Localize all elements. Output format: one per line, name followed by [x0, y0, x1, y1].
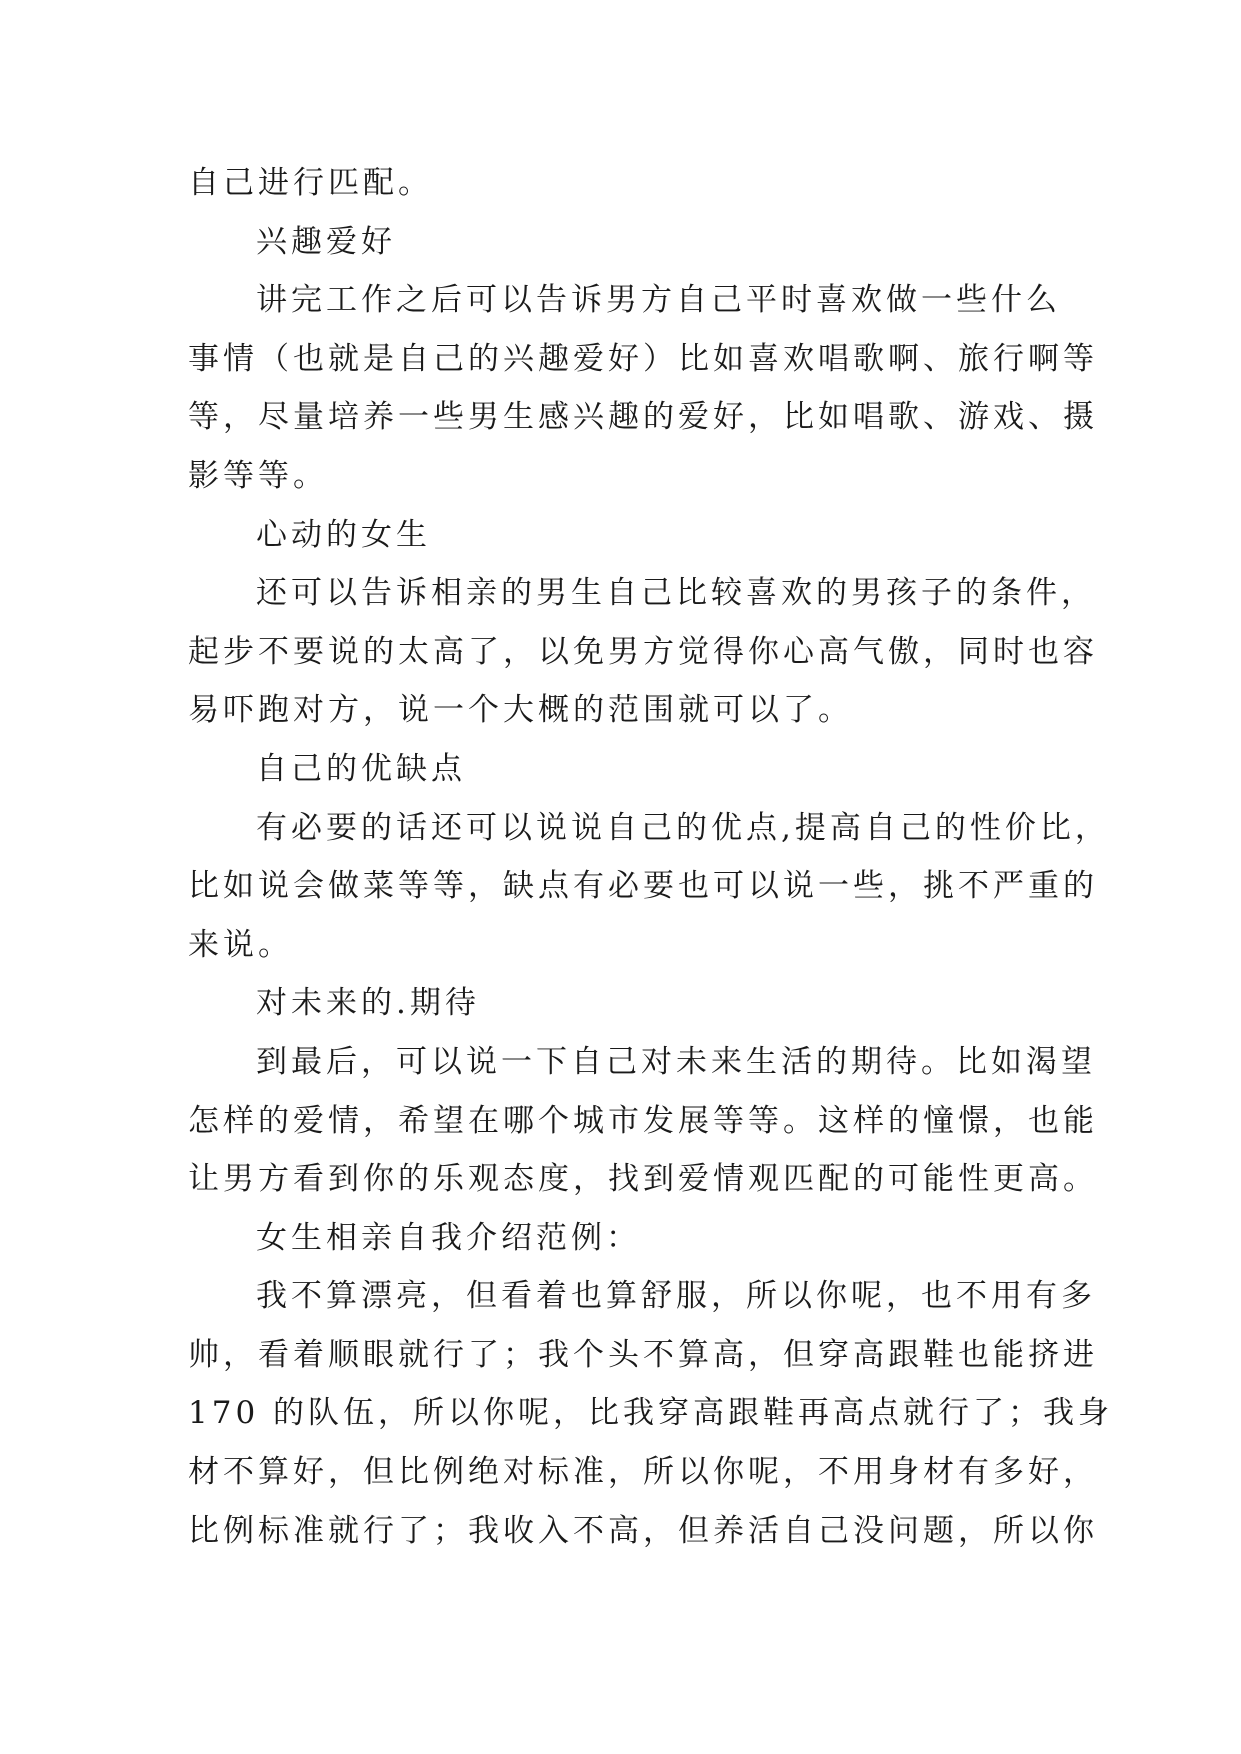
text-line: 等，尽量培养一些男生感兴趣的爱好，比如唱歌、游戏、摄	[188, 399, 1098, 436]
text-line: 事情（也就是自己的兴趣爱好）比如喜欢唱歌啊、旅行啊等	[188, 340, 1098, 377]
text-line: 比如说会做菜等等，缺点有必要也可以说一些，挑不严重的	[188, 868, 1098, 905]
section-heading: 自己的优缺点	[256, 750, 466, 787]
text-line: 有必要的话还可以说说自己的优点,提高自己的性价比，	[256, 809, 1110, 846]
text-line: 来说。	[188, 926, 293, 963]
text-line: 让男方看到你的乐观态度，找到爱情观匹配的可能性更高。	[188, 1161, 1098, 1198]
text-line: 比例标准就行了；我收入不高，但养活自己没问题，所以你	[188, 1512, 1098, 1549]
text-line: 怎样的爱情，希望在哪个城市发展等等。这样的憧憬，也能	[188, 1102, 1098, 1139]
text-line: 影等等。	[188, 457, 328, 494]
document-body	[188, 154, 1114, 1560]
text-line: 自己进行匹配。	[188, 165, 433, 201]
text-line: 170 的队伍，所以你呢，比我穿高跟鞋再高点就行了；我身	[188, 1395, 1114, 1432]
section-heading: 女生相亲自我介绍范例：	[256, 1219, 641, 1256]
text-line: 还可以告诉相亲的男生自己比较喜欢的男孩子的条件，	[256, 575, 1096, 612]
text-line: 帅，看着顺眼就行了；我个头不算高，但穿高跟鞋也能挤进	[188, 1336, 1098, 1373]
text-line: 我不算漂亮，但看着也算舒服，所以你呢，也不用有多	[256, 1278, 1096, 1315]
section-heading: 兴趣爱好	[256, 223, 396, 260]
section-heading: 心动的女生	[256, 516, 431, 553]
text-line: 讲完工作之后可以告诉男方自己平时喜欢做一些什么	[256, 282, 1061, 319]
text-line: 起步不要说的太高了，以免男方觉得你心高气傲，同时也容	[188, 633, 1098, 670]
text-line: 材不算好，但比例绝对标准，所以你呢，不用身材有多好，	[188, 1454, 1098, 1491]
text-line: 易吓跑对方，说一个大概的范围就可以了。	[188, 692, 853, 729]
text-line: 到最后，可以说一下自己对未来生活的期待。比如渴望	[256, 1043, 1096, 1080]
section-heading: 对未来的.期待	[256, 985, 480, 1022]
